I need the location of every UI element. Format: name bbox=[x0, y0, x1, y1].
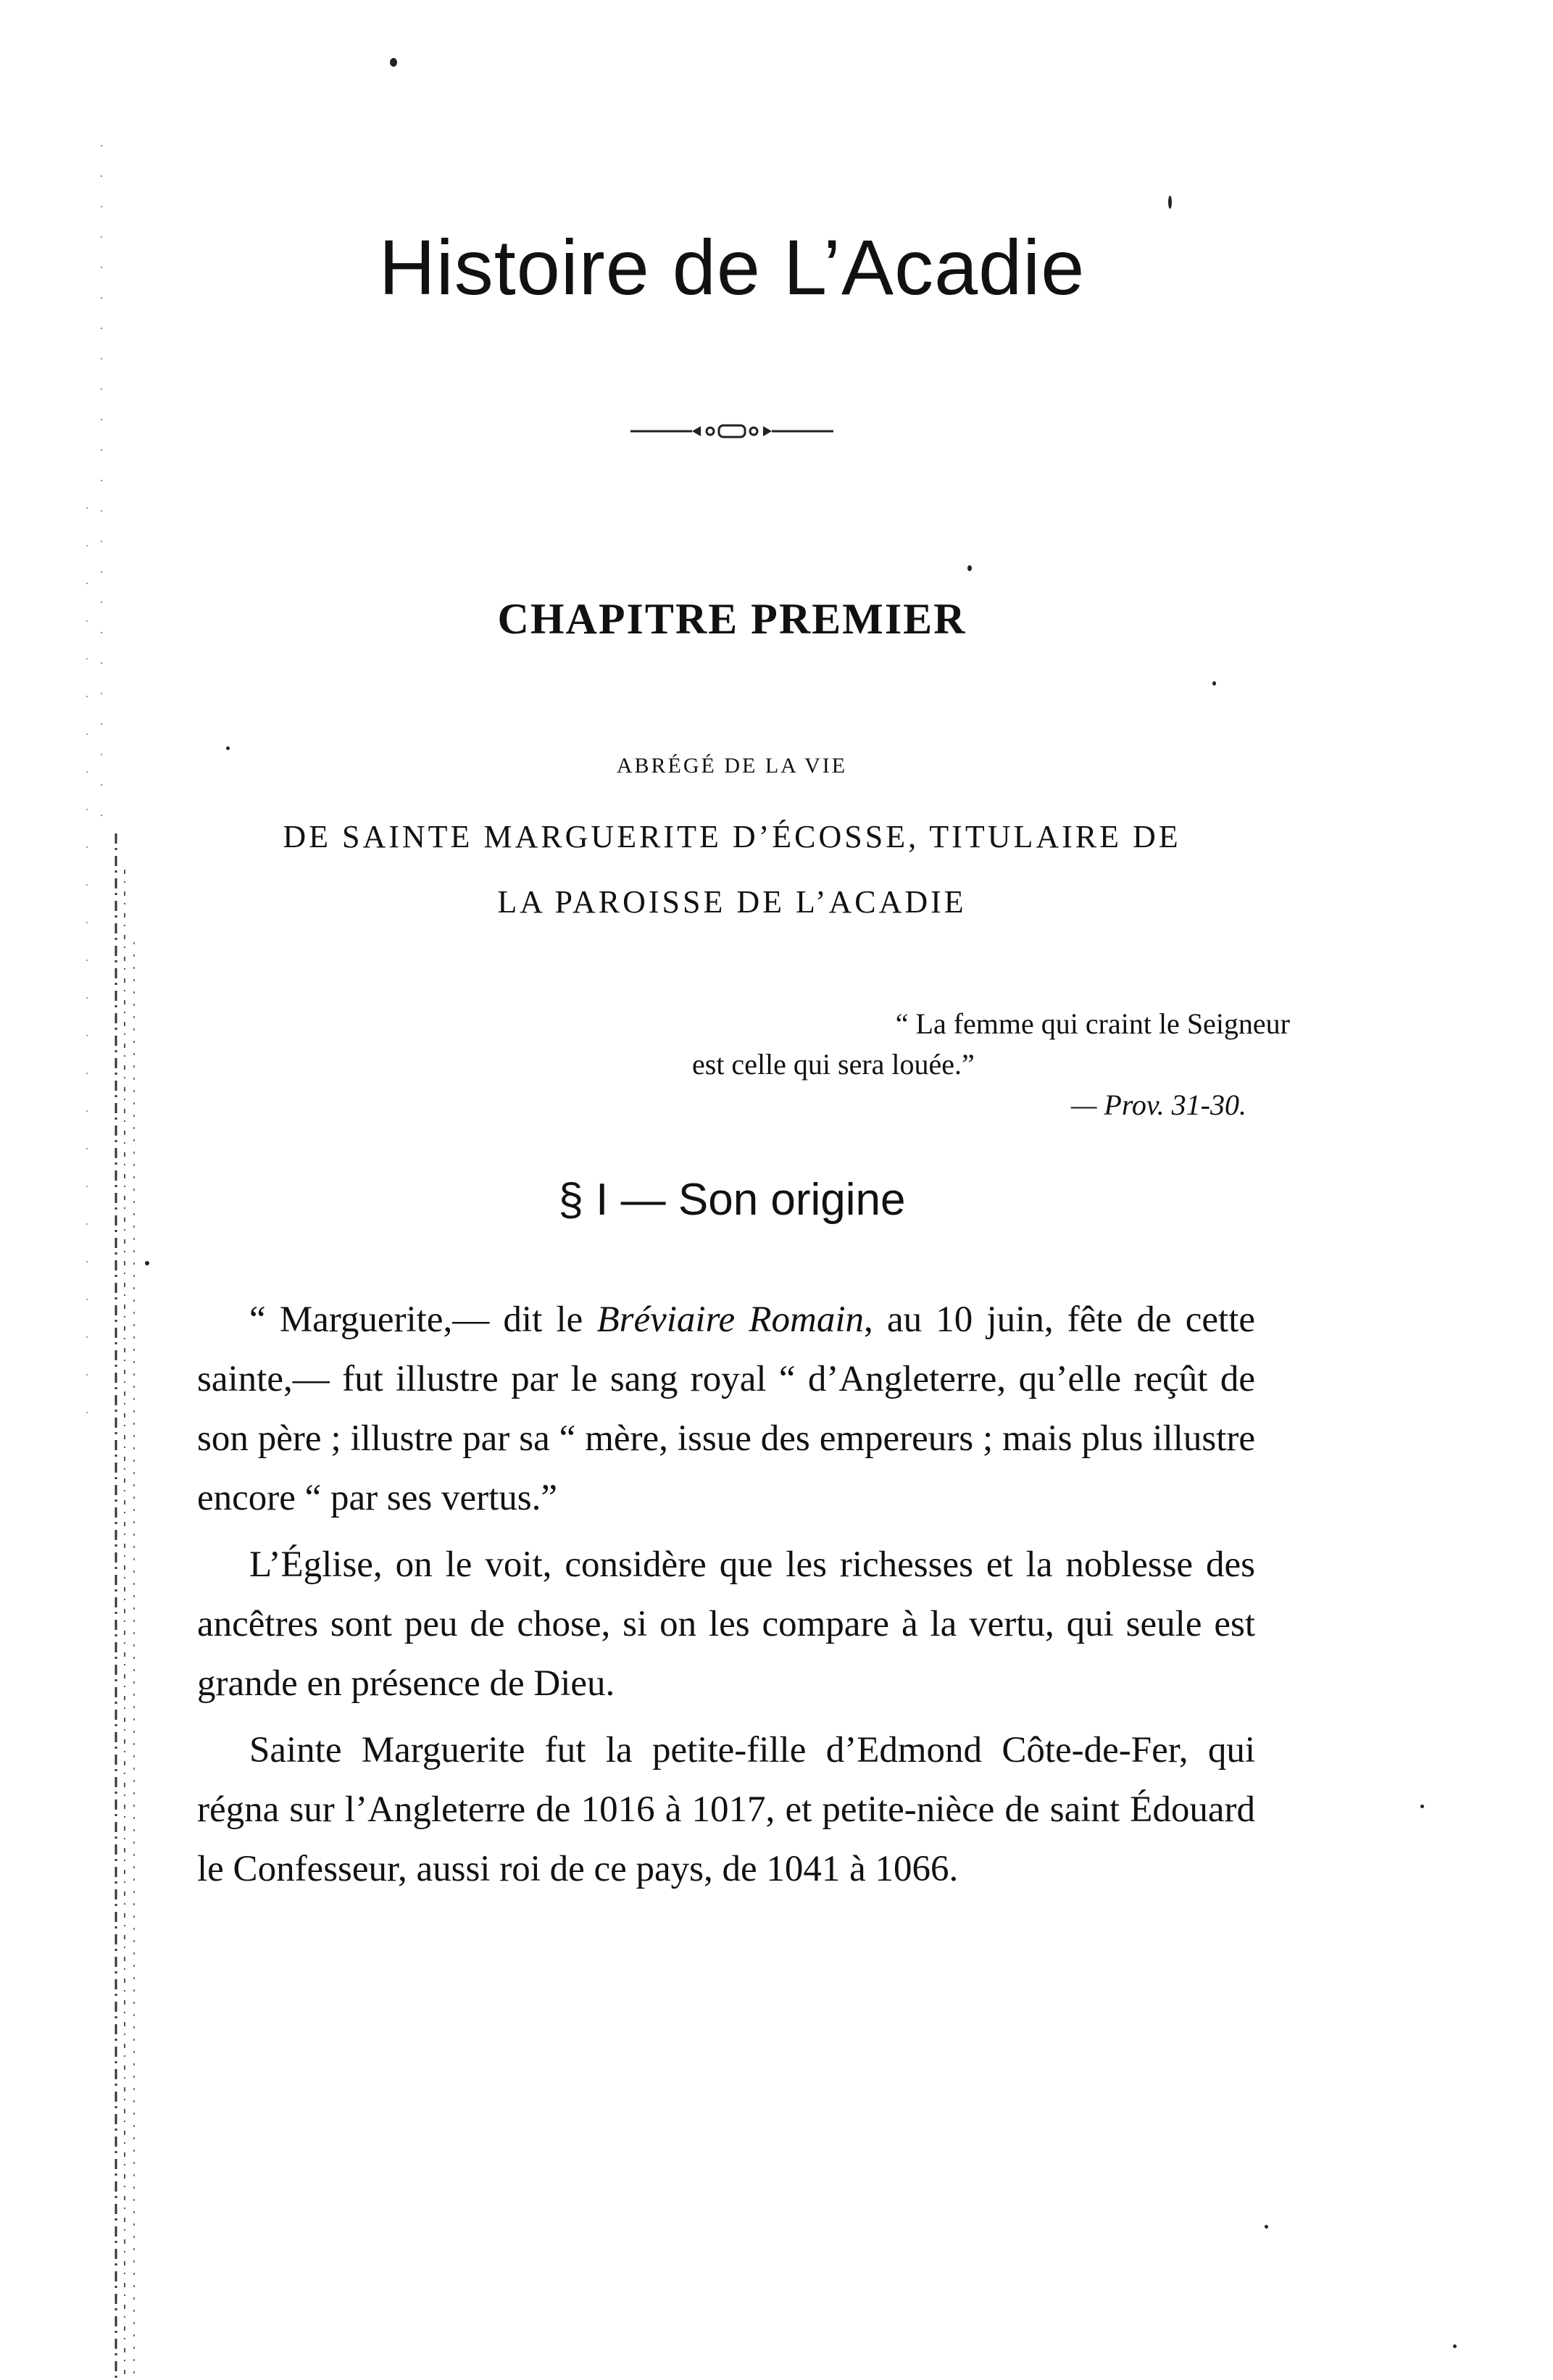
subtitle-line-2: LA PAROISSE DE L’ACADIE bbox=[497, 884, 967, 920]
scan-speck bbox=[1453, 2344, 1457, 2348]
paragraph-1-italic-title: Bréviaire Romain bbox=[596, 1299, 865, 1340]
scan-speck bbox=[967, 565, 972, 571]
scan-speck bbox=[226, 746, 230, 750]
epigraph-line-2: est celle qui sera louée.” bbox=[692, 1048, 975, 1081]
paragraph-1 bbox=[197, 1290, 1255, 1528]
epigraph-line-1: “ La femme qui craint le Seigneur bbox=[895, 1007, 1290, 1040]
paragraph-2: L’Église, on le voit, considère que les richesses et la noblesse des ancêtres sont peu de chose, si on les compare à la vertu, qui seule est grande en présence de Dieu. bbox=[197, 1544, 1255, 1704]
body-text bbox=[197, 1290, 1255, 1899]
chapter-subheading: ABRÉGÉ DE LA VIE bbox=[616, 754, 848, 778]
epigraph-reference: — Prov. 31-30. bbox=[1070, 1089, 1246, 1121]
section-heading: § I — Son origine bbox=[558, 1175, 906, 1225]
chapter-subtitle bbox=[174, 804, 1290, 935]
title-ornament bbox=[630, 417, 833, 446]
paragraph-3: Sainte Marguerite fut la petite-fille d’Edmond Côte-de-Fer, qui régna sur l’Angleterre de 1016 à 1017, et petite-nièce de saint Édouard le Confesseur, aussi roi de ce pays, de 1041 à 1066. bbox=[197, 1730, 1255, 1889]
paragraph-1-end: , au 10 juin, fête de cette sainte,— fut illustre par le sang royal “ d’Angleterre, qu’elle reçût de son père ; illustre par sa “ mère, issue des empereurs ; mais plus illustre encore “ par ses vertus.” bbox=[197, 1299, 1256, 1518]
scan-speck bbox=[1420, 1805, 1424, 1808]
chapter-heading: CHAPITRE PREMIER bbox=[497, 595, 967, 643]
scan-speck bbox=[1265, 2225, 1268, 2229]
paragraph-1-start: “ Marguerite,— dit le bbox=[249, 1299, 597, 1340]
book-title: Histoire de L’Acadie bbox=[378, 223, 1086, 311]
epigraph bbox=[681, 1004, 1290, 1125]
scan-speck bbox=[145, 1261, 149, 1265]
scan-speck bbox=[1212, 681, 1216, 686]
scan-speck bbox=[390, 58, 397, 67]
subtitle-line-1: DE SAINTE MARGUERITE D’ÉCOSSE, TITULAIRE DE bbox=[283, 819, 1181, 854]
scan-speck bbox=[1168, 196, 1172, 209]
